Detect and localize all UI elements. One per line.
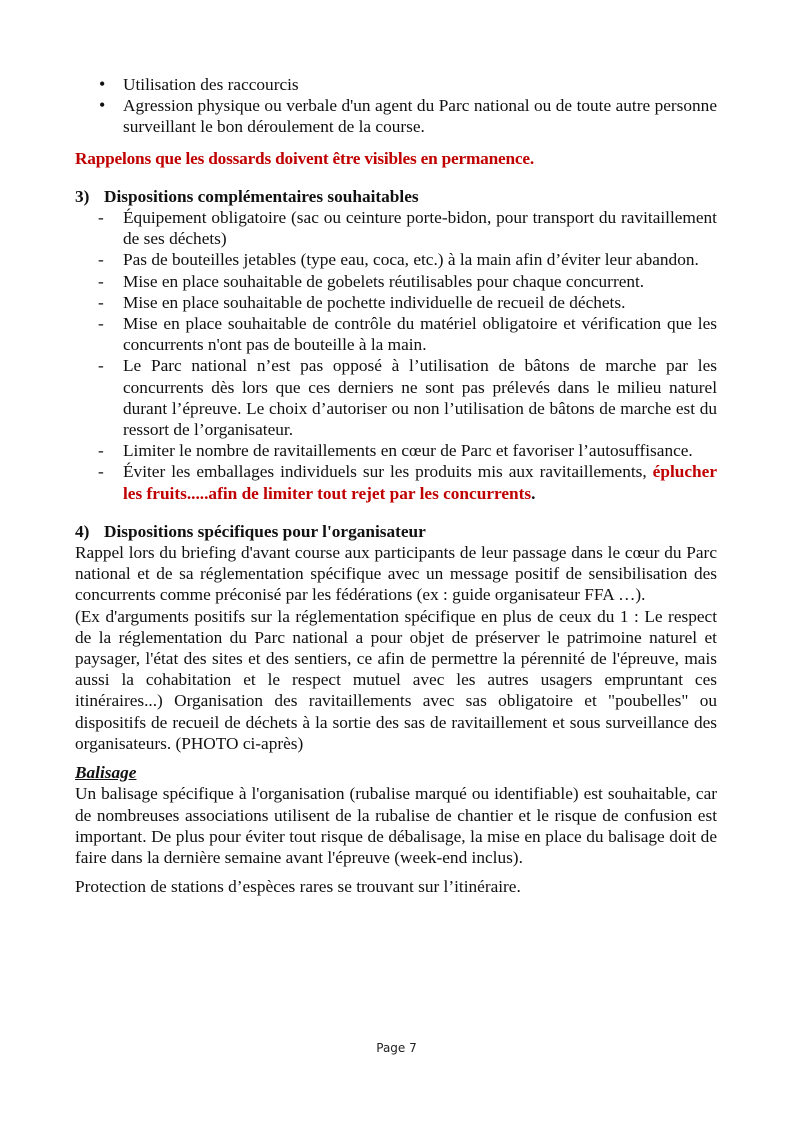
page-footer: Page 7 [376, 1041, 417, 1055]
section-4-heading [75, 521, 717, 542]
list-item-end: . [531, 483, 536, 503]
infractions-bullet-list [75, 74, 717, 138]
bib-visibility-callout: Rappelons que les dossards doivent être visibles en permanence. [75, 148, 534, 168]
briefing-paragraph: Rappel lors du briefing d'avant course aux participants de leur passage dans le cœur du Parc national et de sa réglementation spécifique avec un message positif de sensibilisation des concurrents comme préconisé par les fédérations (ex : guide organisateur FFA …). [75, 543, 717, 605]
bullet-item: • Agression physique ou verbale d'un agent du Parc national ou de toute autre personne surveillant le bon déroulement de la course. [123, 95, 717, 137]
section-number: 3) [75, 186, 90, 206]
list-item: - Limiter le nombre de ravitaillements en cœur de Parc et favoriser l’autosuffisance. [123, 440, 717, 461]
balisage-heading: Balisage [75, 763, 137, 783]
document-page [75, 74, 717, 897]
list-item: - Pas de bouteilles jetables (type eau, coca, etc.) à la main afin d’éviter leur abandon. [123, 249, 717, 270]
arguments-paragraph: (Ex d'arguments positifs sur la réglementation spécifique en plus de ceux du 1 : Le respect de la réglementation du Parc national a pour objet de préserver le patrimoine naturel et paysager, l'état des sites et des sentiers, ce afin de permettre la pérennité de l'épreuve, mais aussi la cohabitation et le respect mutuel avec les autres usagers empruntant ces itinéraires...) Organisation des ravitaillements avec sas obligatoire et "poubelles" ou dispositifs de recueil de déchets à la sortie des sas de ravitaillement et sous surveillance des organisateurs. (PHOTO ci-après) [75, 606, 717, 753]
protection-paragraph: Protection de stations d’espèces rares se trouvant sur l’itinéraire. [75, 877, 521, 897]
section-number: 4) [75, 521, 90, 541]
section-title: Dispositions complémentaires souhaitables [104, 186, 419, 206]
section-title: Dispositions spécifiques pour l'organisateur [104, 521, 426, 541]
list-item: - Équipement obligatoire (sac ou ceinture porte-bidon, pour transport du ravitaillement de ses déchets) [123, 207, 717, 249]
emphasis-text: éplucher les fruits.....afin de limiter tout rejet par les concurrents [123, 462, 717, 503]
bullet-item: • Utilisation des raccourcis [123, 74, 717, 95]
balisage-paragraph: Un balisage spécifique à l'organisation (rubalise marqué ou identifiable) est souhaitable, car de nombreuses associations utilisent de la rubalise de chantier et le risque de confusion est important. De plus pour éviter tout risque de débalisage, la mise en place du balisage doit de faire dans la dernière semaine avant l'épreuve (week-end inclus). [75, 784, 717, 867]
section-3-list [75, 207, 717, 504]
list-item: - Mise en place souhaitable de gobelets réutilisables pour chaque concurrent. [123, 271, 717, 292]
list-item [123, 461, 717, 503]
list-item: - Mise en place souhaitable de contrôle du matériel obligatoire et vérification que les concurrents n'ont pas de bouteille à la main. [123, 313, 717, 355]
section-3-heading [75, 186, 717, 207]
list-item-text: Éviter les emballages individuels sur les produits mis aux ravitaillements, [123, 462, 647, 482]
list-item: - Le Parc national n’est pas opposé à l’utilisation de bâtons de marche par les concurrents dès lors que ces derniers ne sont pas prélevés dans le milieu naturel durant l’épreuve. Le choix d’autoriser ou non l’utilisation de bâtons de marche est du ressort de l’organisateur. [123, 355, 717, 440]
list-item: - Mise en place souhaitable de pochette individuelle de recueil de déchets. [123, 292, 717, 313]
